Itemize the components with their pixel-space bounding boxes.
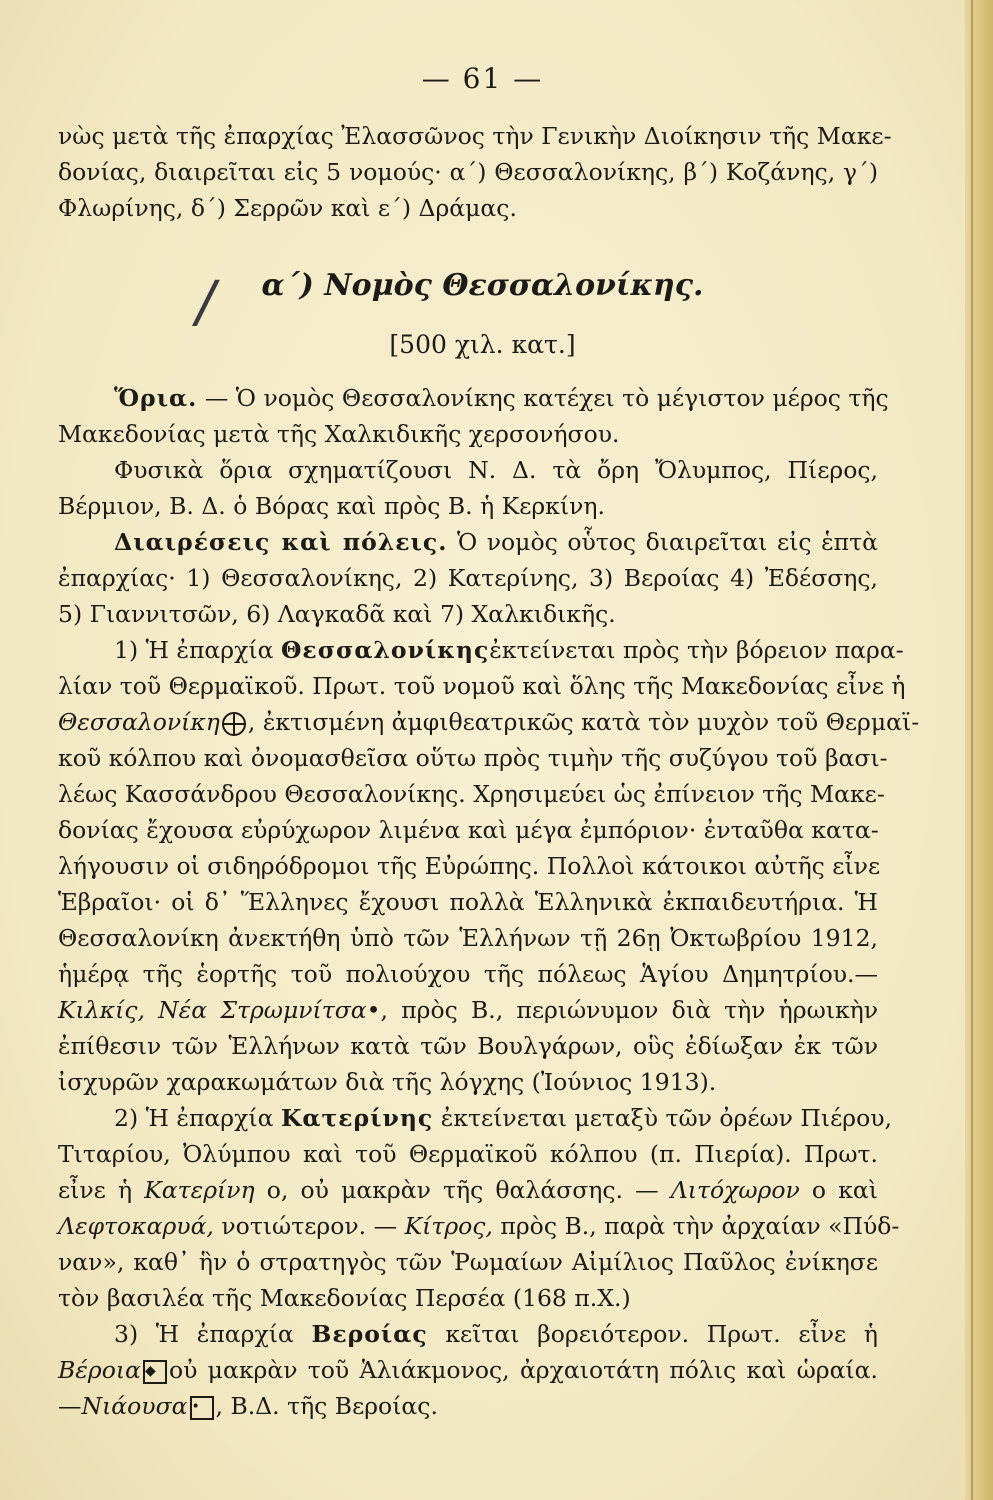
text-line: 2) Ἡ ἐπαρχία Κατερίνης ἐκτείνεται μεταξὺ τῶν ὀρέων Πιέρου, xyxy=(114,1104,893,1132)
text-line: Τιταρίου, Ὀλύμπου καὶ τοῦ Θερμαϊκοῦ κόλπου (π. Πιερία). Πρωτ. xyxy=(58,1140,878,1168)
intro-paragraph xyxy=(58,118,892,226)
text-line: δονίας ἔχουσα εὐρύχωρον λιμένα καὶ μέγα ἐμπόριον· ἐνταῦθα κατα- xyxy=(58,816,879,844)
borders-label: Ὅρια. xyxy=(114,384,198,412)
text-line: ἡμέρᾳ τῆς ἑορτῆς τοῦ πολιούχου τῆς πόλεως Ἁγίου Δημητρίου.— xyxy=(58,960,878,988)
text-line: Ἑβραῖοι· οἱ δ᾿ Ἕλληνες ἔχουσι πολλὰ Ἑλληνικὰ ἐκπαιδευτήρια. Ἡ xyxy=(58,888,878,916)
divisions-label: Διαιρέσεις καὶ πόλεις. xyxy=(114,528,448,556)
section-area: [500 χιλ. κατ.] xyxy=(389,330,576,359)
text-line: κοῦ κόλπου καὶ ὀνομασθεῖσα οὕτω πρὸς τιμὴν τῆς συζύγου τοῦ βασι- xyxy=(58,744,888,772)
text-line: Ὅρια. — Ὁ νομὸς Θεσσαλονίκης κατέχει τὸ μέγιστον μέρος τῆς xyxy=(114,384,889,412)
section-heading: α΄) Νομὸς Θεσσαλονίκης. xyxy=(261,268,704,303)
body-text xyxy=(58,380,920,1424)
text-line: Διαιρέσεις καὶ πόλεις. Ὁ νομὸς οὗτος διαιρεῖται εἰς ἑπτὰ xyxy=(114,528,878,556)
text-line: Θεσσαλονίκη ἀνεκτήθη ὑπὸ τῶν Ἑλλήνων τῇ 26ῃ Ὀκτωβρίου 1912, xyxy=(58,924,878,952)
text-line: ἐπαρχίας· 1) Θεσσαλονίκης, 2) Κατερίνης, 3) Βεροίας 4) Ἐδέσσης, xyxy=(58,564,878,592)
text-line: εἶνε ἡ Κατερίνη ο, οὐ μακρὰν τῆς θαλάσσης. — Λιτόχωρον ο καὶ xyxy=(58,1176,878,1204)
text-line: Φυσικὰ ὅρια σχηματίζουσι Ν. Δ. τὰ ὄρη Ὄλυμπος, Πίερος, xyxy=(114,456,878,484)
text-line: 5) Γιαννιτσῶν, 6) Λαγκαδᾶ καὶ 7) Χαλκιδικῆς. xyxy=(58,600,616,628)
text-line: νὼς μετὰ τῆς ἐπαρχίας Ἐλασσῶνος τὴν Γενικὴν Διοίκησιν τῆς Μακε- xyxy=(58,122,892,150)
text-line: Θεσσαλονίκη , ἐκτισμένη ἀμφιθεατρικῶς κατὰ τὸν μυχὸν τοῦ Θερμαϊ- xyxy=(58,708,920,736)
text-line: 1) Ἡ ἐπαρχία Θεσσαλονίκηςἐκτείνεται πρὸς τὴν βόρειον παρα- xyxy=(114,636,904,664)
text-line: λήγουσιν οἱ σιδηρόδρομοι τῆς Εὐρώπης. Πολλοὶ κάτοικοι αὐτῆς εἶνε xyxy=(58,852,881,880)
text-line: —Νιάουσα • , Β.Δ. τῆς Βεροίας. xyxy=(58,1392,438,1420)
text-line: τὸν βασιλέα τῆς Μακεδονίας Περσέα (168 π.Χ.) xyxy=(58,1284,631,1312)
text-line: λίαν τοῦ Θερμαϊκοῦ. Πρωτ. τοῦ νομοῦ καὶ ὅλης τῆς Μακεδονίας εἶνε ἡ xyxy=(58,672,906,700)
city-square-icon: ◆ xyxy=(143,1360,167,1384)
text-line: Φλωρίνης, δ΄) Σερρῶν καὶ ε΄) Δράμας. xyxy=(58,194,517,222)
town-square-icon: • xyxy=(190,1396,214,1420)
text-line: Λεφτοκαρυά, νοτιώτερον. — Κίτρος, πρὸς Β., παρὰ τὴν ἀρχαίαν «Πύδ- xyxy=(58,1212,900,1240)
text-line: Μακεδονίας μετὰ τῆς Χαλκιδικῆς χερσονήσου. xyxy=(58,420,620,448)
page-number: — 61 — xyxy=(421,62,544,95)
text-line: Βέροια ◆ οὐ μακρὰν τοῦ Ἁλιάκμονος, ἀρχαιοτάτη πόλις καὶ ὡραία. xyxy=(58,1356,878,1384)
text-line: ναν», καθ᾿ ἣν ὁ στρατηγὸς τῶν Ῥωμαίων Αἰμίλιος Παῦλος ἐνίκησε xyxy=(58,1248,878,1276)
text-line: δονίας, διαιρεῖται εἰς 5 νομούς· α΄) Θεσσαλονίκης, β΄) Κοζάνης, γ΄) xyxy=(58,158,878,186)
text-line: ἐπίθεσιν τῶν Ἑλλήνων κατὰ τῶν Βουλγάρων, οὓς ἐδίωξαν ἐκ τῶν xyxy=(58,1032,878,1060)
text-line: Κιλκίς, Νέα Στρωμνίτσα•, πρὸς Β., περιώνυμον διὰ τὴν ἡρωικὴν xyxy=(58,996,878,1024)
handwritten-mark: / xyxy=(196,270,215,335)
text-line: ἰσχυρῶν χαρακωμάτων διὰ τῆς λόγχης (Ἰούνιος 1913). xyxy=(58,1068,717,1096)
page-edge xyxy=(965,0,993,1500)
text-line: Βέρμιον, Β. Δ. ὁ Βόρας καὶ πρὸς Β. ἡ Κερκίνη. xyxy=(58,492,605,520)
capital-city-icon xyxy=(222,712,246,736)
text-line: λέως Κασσάνδρου Θεσσαλονίκης. Χρησιμεύει ὡς ἐπίνειον τῆς Μακε- xyxy=(58,780,885,808)
text-line: 3) Ἡ ἐπαρχία Βεροίας κεῖται βορειότερον. Πρωτ. εἶνε ἡ xyxy=(114,1320,878,1348)
